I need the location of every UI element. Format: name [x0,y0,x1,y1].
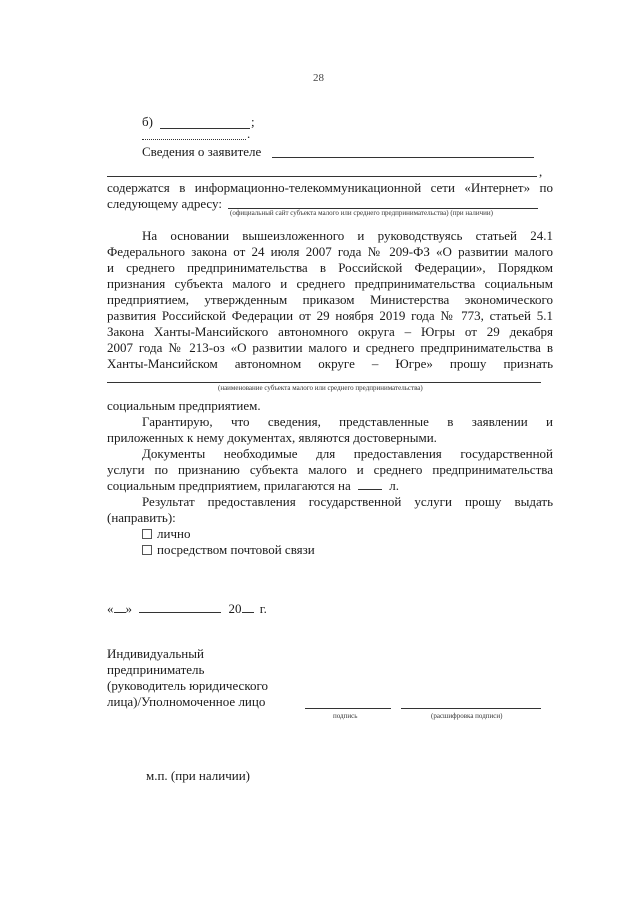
internet-line-2: следующему адресу: [107,196,222,211]
signer-line-4: лица)/Уполномоченное лицо [107,694,266,709]
signer-line-1: Индивидуальный [107,646,204,661]
item-b-label: б) [142,114,153,129]
decoding-caption: (расшифровка подписи) [431,712,503,720]
documents-line-3-text: социальным предприятием, прилагаются на [107,478,351,493]
option-postal-label: посредством почтовой связи [157,542,315,557]
date-line [107,601,267,617]
result-line-1: Результат предоставления государственной услуги прошу выдать [142,494,553,509]
result-line-2: (направить): [107,510,176,525]
social-line: социальным предприятием. [107,398,261,413]
guarantee-line-1: Гарантирую, что сведения, представленные в заявлении и [142,414,553,429]
date-year-blank [242,601,254,613]
signer-line-3: (руководитель юридического [107,678,268,693]
option-in-person[interactable] [142,526,190,542]
basis-line-9: Ханты-Мансийском автономном округе – Югре» прошу признать [107,356,553,371]
basis-line-3: и среднего предпринимательства в Российской Федерации», Порядком [107,260,553,275]
guarantee-line-2: приложенных к нему документах, являются достоверными. [107,430,437,445]
decoding-blank [401,708,541,709]
date-open-quote: « [107,601,114,616]
basis-line-4: признания субъекта малого и среднего предпринимательства социальным [107,276,553,291]
signer-line-2: предприниматель [107,662,205,677]
item-blank-end: . [247,126,251,141]
basis-line-7: Закона Ханты-Мансийского автономного округа – Югры от 29 декабря [107,324,553,339]
date-month-blank [139,601,221,613]
item-b-end: ; [251,114,255,129]
item-b-blank [160,128,250,129]
page-number: 28 [313,72,324,84]
applicant-blank [272,157,534,158]
documents-pages-blank [358,478,382,490]
item-blank-line [142,139,246,140]
signature-caption: подпись [333,712,358,720]
internet-line-1: содержатся в информационно-телекоммуникационной сети «Интернет» по [107,180,553,195]
date-year-prefix: 20 [228,601,242,616]
applicant-blank-2 [107,176,537,177]
applicant-label: Сведения о заявителе [142,144,262,159]
date-close-quote: » [125,601,132,616]
signature-blank [305,708,391,709]
date-day-blank [114,601,126,613]
name-blank [107,382,541,383]
basis-line-1: На основании вышеизложенного и руководствуясь статьей 24.1 [142,228,553,243]
basis-line-6: развития Российской Федерации от 29 ноября 2019 года № 773, статьей 5.1 [107,308,553,323]
date-year-suffix: г. [259,601,267,616]
documents-line-3 [107,478,399,494]
basis-line-5: предприятием, утвержденным приказом Министерства экономического [107,292,553,307]
checkbox-icon[interactable] [142,545,152,555]
name-caption: (наименование субъекта малого или среднего предпринимательства) [218,384,423,392]
internet-caption: (официальный сайт субъекта малого или среднего предпринимательства) (при наличии) [230,209,493,217]
basis-line-8: 2007 года № 213-оз «О развитии малого и среднего предпринимательства в [107,340,553,355]
applicant-line-end: , [539,164,543,179]
seal-note: м.п. (при наличии) [146,768,250,783]
option-in-person-label: лично [157,526,191,541]
checkbox-icon[interactable] [142,529,152,539]
documents-line-1: Документы необходимые для предоставления государственной [142,446,553,461]
basis-line-2: Федерального закона от 24 июля 2007 года № 209-ФЗ «О развитии малого [107,244,553,259]
option-postal[interactable] [142,542,315,558]
documents-end: л. [389,478,399,493]
documents-line-2: услуги по признанию субъекта малого и среднего предпринимательства [107,462,553,477]
